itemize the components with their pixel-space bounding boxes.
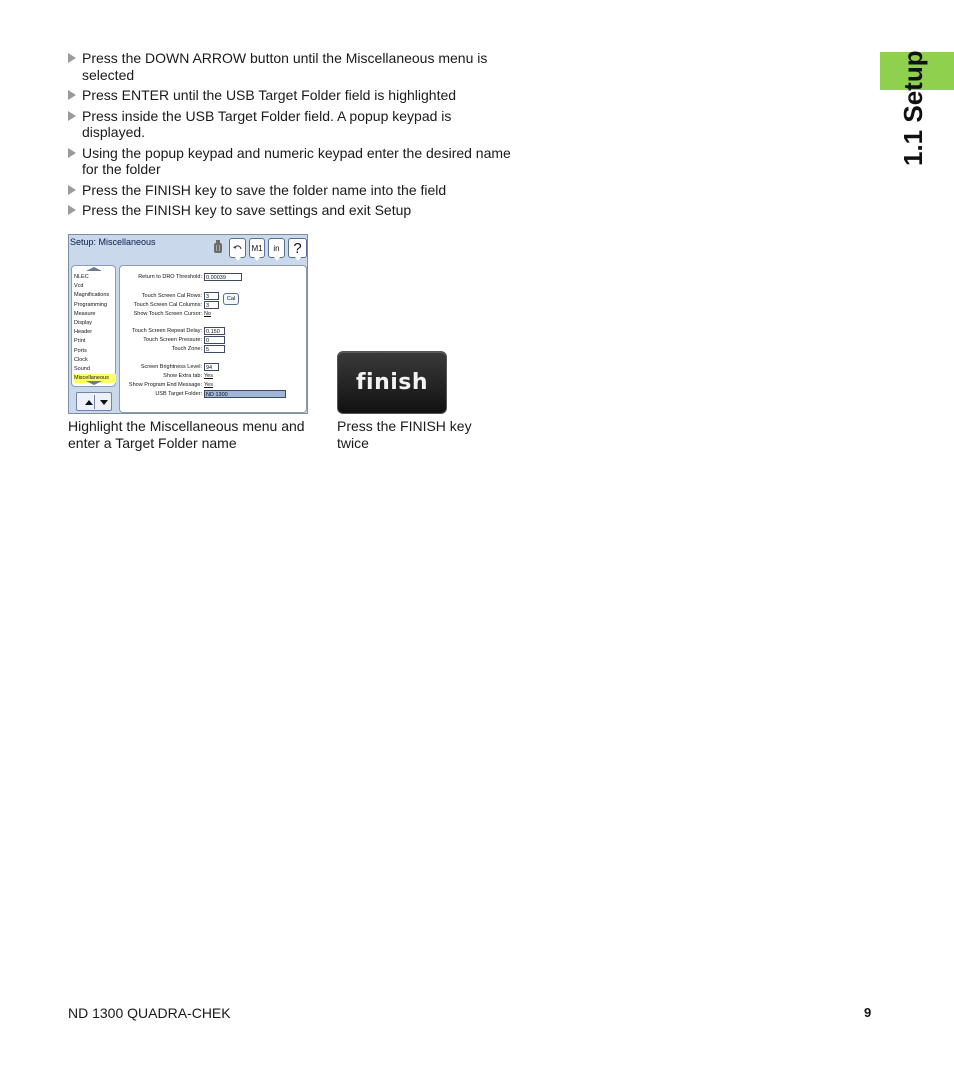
- field-row: Show Extra tab: Yes: [163, 373, 213, 379]
- bullet-arrow-icon: [68, 111, 76, 121]
- units-button[interactable]: in: [268, 238, 285, 258]
- menu-item-print[interactable]: Print: [74, 338, 86, 345]
- arrow-up-icon[interactable]: [85, 400, 93, 405]
- page-number: 9: [864, 1005, 872, 1020]
- repeat-delay-field[interactable]: 0.150: [204, 327, 225, 335]
- settings-form: [119, 265, 307, 413]
- return-threshold-field[interactable]: 0.00039: [204, 273, 242, 281]
- section-title: 1.1 Setup: [898, 50, 928, 166]
- menu-item-magnifications[interactable]: Magnifications: [74, 292, 110, 299]
- arrow-down-icon[interactable]: [100, 400, 108, 405]
- bullet-arrow-icon: [68, 53, 76, 63]
- undo-icon: [233, 244, 242, 252]
- m1-button[interactable]: M1: [249, 238, 265, 258]
- footer-product: ND 1300 QUADRA-CHEK: [68, 1005, 231, 1021]
- field-row: Touch Screen Cal Columns: 3: [120, 301, 308, 309]
- instruction-list: [68, 50, 518, 223]
- section-title-wrap: [898, 50, 928, 166]
- field-row: Return to DRO Threshold: 0.00039: [120, 273, 308, 281]
- bullet-arrow-icon: [68, 185, 76, 195]
- field-row: Show Touch Screen Cursor: No: [133, 311, 212, 317]
- menu-item-miscellaneous[interactable]: Miscellaneous: [74, 374, 116, 383]
- menu-item-nlec[interactable]: NLEC: [74, 274, 89, 280]
- menu-item-display[interactable]: Display: [74, 320, 93, 327]
- field-row: Touch Screen Cal Rows: 3: [120, 292, 308, 300]
- field-row: Screen Brightness Level: 94: [120, 363, 308, 371]
- instruction-step: Press inside the USB Target Folder field. A popup keypad is displayed.: [68, 108, 518, 141]
- scroll-up-icon[interactable]: [86, 267, 102, 271]
- bullet-arrow-icon: [68, 90, 76, 100]
- setup-screenshot: [68, 234, 308, 414]
- bullet-arrow-icon: [68, 205, 76, 215]
- menu-item-clock[interactable]: Clock: [74, 356, 88, 363]
- field-row: Touch Screen Repeat Delay: 0.150: [120, 327, 308, 335]
- menu-item-ports[interactable]: Ports: [74, 347, 87, 354]
- cal-button[interactable]: Cal: [223, 293, 239, 305]
- menu-item-vcd[interactable]: Vcd: [74, 283, 84, 290]
- instruction-step: Using the popup keypad and numeric keypad enter the desired name for the folder: [68, 145, 518, 178]
- field-row: Show Program End Message: Yes: [128, 382, 213, 388]
- undo-button[interactable]: [229, 238, 246, 258]
- field-row: Touch Zone: 5: [120, 345, 308, 353]
- cal-rows-field[interactable]: 3: [204, 292, 219, 300]
- field-row: Touch Screen Pressure: 0: [120, 336, 308, 344]
- screen-title: Setup: Miscellaneous: [70, 237, 156, 247]
- instruction-step: Press the FINISH key to save the folder name into the field: [68, 182, 518, 199]
- usb-target-folder-field[interactable]: ND 1300: [204, 390, 286, 398]
- screenshot-caption: Highlight the Miscellaneous menu and enter a Target Folder name: [68, 418, 305, 451]
- program-end-field[interactable]: Yes: [204, 382, 213, 388]
- help-button[interactable]: ?: [288, 238, 307, 258]
- bullet-arrow-icon: [68, 148, 76, 158]
- cal-columns-field[interactable]: 3: [204, 301, 219, 309]
- field-row: USB Target Folder: ND 1300: [120, 390, 308, 398]
- finish-key-caption: Press the FINISH key twice: [337, 418, 472, 451]
- touch-zone-field[interactable]: 5: [204, 345, 225, 353]
- pressure-field[interactable]: 0: [204, 336, 225, 344]
- instruction-step: Press ENTER until the USB Target Folder field is highlighted: [68, 87, 518, 104]
- finish-key-label: finish: [355, 370, 429, 395]
- menu-item-header[interactable]: Header: [74, 329, 93, 336]
- show-cursor-field[interactable]: No: [204, 311, 212, 317]
- arrow-key-pad: [76, 392, 112, 411]
- extra-tab-field[interactable]: Yes: [204, 373, 213, 379]
- instruction-step: Press the FINISH key to save settings and exit Setup: [68, 202, 518, 219]
- brightness-field[interactable]: 94: [204, 363, 219, 371]
- trash-icon[interactable]: [213, 240, 223, 254]
- menu-item-programming[interactable]: Programming: [74, 301, 108, 308]
- menu-item-measure[interactable]: Measure: [74, 310, 96, 317]
- scroll-down-icon[interactable]: [86, 381, 102, 385]
- menu-item-sound[interactable]: Sound: [74, 366, 90, 373]
- setup-menu-list: [71, 265, 116, 387]
- finish-key-button[interactable]: [337, 351, 447, 414]
- instruction-step: Press the DOWN ARROW button until the Miscellaneous menu is selected: [68, 50, 518, 83]
